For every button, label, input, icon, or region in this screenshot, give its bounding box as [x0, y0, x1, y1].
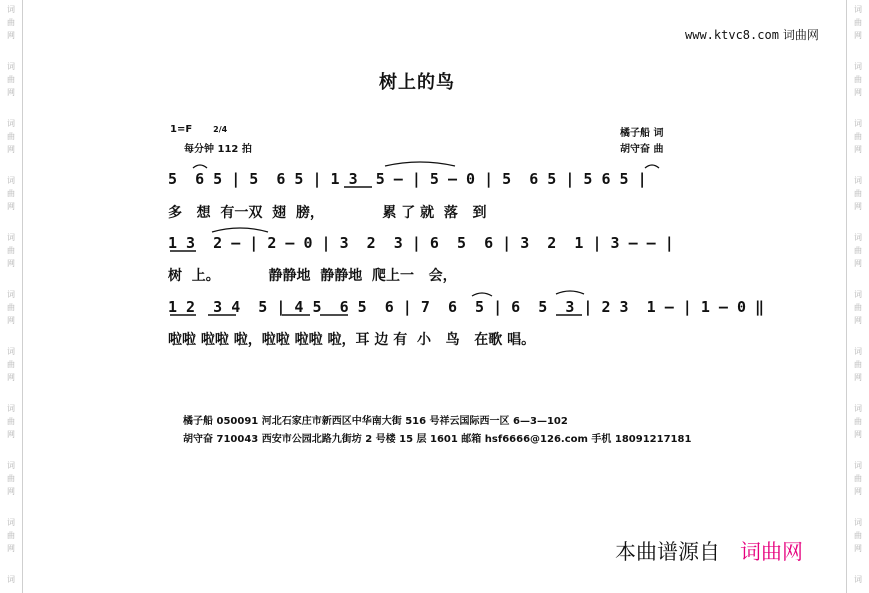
notation-line-1: 5 6 5 | 5 6 5 | 1 3 5 — | 5 — 0 | 5 6 5 | 5 6 5 | — [168, 170, 647, 188]
margin-watermark-char: 曲 — [7, 132, 15, 141]
margin-watermark-char: 网 — [7, 145, 15, 154]
margin-watermark-char: 词 — [7, 62, 15, 71]
margin-watermark-char: 网 — [854, 88, 862, 97]
slur-mark — [385, 162, 455, 166]
margin-watermark-char: 词 — [7, 5, 15, 14]
margin-watermark-char: 网 — [7, 31, 15, 40]
margin-watermark-char: 词 — [854, 233, 862, 242]
margin-watermark-char: 曲 — [854, 18, 862, 27]
margin-watermark-char: 网 — [7, 373, 15, 382]
slur-mark — [472, 293, 492, 296]
lyrics-line-2: 树 上。 静静地 静静地 爬上一 会， — [168, 268, 457, 284]
margin-watermark-char: 曲 — [854, 75, 862, 84]
margin-watermark-char: 网 — [854, 145, 862, 154]
slur-mark — [212, 228, 268, 232]
composer-credit: 胡守奋 曲 — [620, 144, 664, 155]
margin-watermark-char: 词 — [7, 518, 15, 527]
margin-watermark-char: 网 — [7, 544, 15, 553]
lyrics-line-3: 啦啦 啦啦 啦，啦啦 啦啦 啦，耳 边 有 小 鸟 在歌 唱。 — [168, 332, 536, 348]
margin-watermark-char: 曲 — [854, 246, 862, 255]
margin-watermark-char: 网 — [7, 259, 15, 268]
margin-watermark-char: 曲 — [854, 531, 862, 540]
source-prefix: 本曲谱源自 — [615, 540, 720, 564]
margin-watermark-char: 曲 — [7, 417, 15, 426]
lyricist-contact: 橘子船 050091 河北石家庄市新西区中华南大街 516 号祥云国际西一区 6—3—102 — [183, 416, 568, 427]
margin-watermark-char: 曲 — [854, 474, 862, 483]
margin-watermark-char: 词 — [7, 119, 15, 128]
lyrics-line-1: 多 想 有一双 翅 膀， 累 了 就 落 到 — [168, 205, 487, 221]
margin-watermark-char: 词 — [854, 176, 862, 185]
margin-watermark-char: 网 — [854, 31, 862, 40]
margin-watermark-char: 曲 — [7, 75, 15, 84]
margin-watermark-char: 曲 — [854, 417, 862, 426]
margin-watermark-char: 词 — [7, 290, 15, 299]
margin-watermark-char: 词 — [854, 347, 862, 356]
margin-watermark-char: 网 — [854, 373, 862, 382]
margin-watermark-char: 网 — [7, 316, 15, 325]
key-signature — [170, 124, 227, 135]
notation-line-3: 1 2 3 4 5 | 4 5 6 5 6 | 7 6 5 | 6 5 3 | 2 3 1 — | 1 — 0 ‖ — [168, 298, 765, 316]
margin-watermark-char: 词 — [7, 347, 15, 356]
left-margin-strip — [0, 0, 23, 593]
margin-watermark-char: 词 — [854, 290, 862, 299]
margin-watermark-char: 词 — [854, 518, 862, 527]
notation-line-2: 1 3 2 — | 2 — 0 | 3 2 3 | 6 5 6 | 3 2 1 | 3 — — | — [168, 234, 674, 252]
margin-watermark-char: 词 — [854, 62, 862, 71]
margin-watermark-char: 词 — [7, 404, 15, 413]
margin-watermark-char: 网 — [854, 544, 862, 553]
margin-watermark-char: 曲 — [7, 189, 15, 198]
margin-watermark-char: 词 — [7, 575, 15, 584]
margin-watermark-char: 词 — [854, 404, 862, 413]
margin-watermark-char: 网 — [7, 202, 15, 211]
margin-watermark-char: 曲 — [854, 132, 862, 141]
margin-watermark-char: 曲 — [854, 303, 862, 312]
composer-contact: 胡守奋 710043 西安市公园北路九街坊 2 号楼 15 层 1601 邮箱 hsf6666@126.com 手机 18091217181 — [183, 434, 692, 445]
margin-watermark-char: 网 — [7, 487, 15, 496]
margin-watermark-char: 曲 — [854, 189, 862, 198]
source-brand-link[interactable]: 词曲网 — [740, 540, 803, 564]
slur-mark — [193, 165, 207, 168]
slur-mark — [556, 291, 584, 294]
margin-watermark-char: 网 — [854, 430, 862, 439]
margin-watermark-char: 词 — [854, 119, 862, 128]
margin-watermark-char: 曲 — [7, 360, 15, 369]
margin-watermark-char: 词 — [854, 575, 862, 584]
margin-watermark-char: 曲 — [7, 531, 15, 540]
song-title: 树上的鸟 — [379, 72, 455, 93]
margin-watermark-char: 网 — [7, 88, 15, 97]
margin-watermark-char: 曲 — [854, 360, 862, 369]
source-note — [615, 536, 803, 566]
margin-watermark-char: 词 — [854, 461, 862, 470]
margin-watermark-char: 曲 — [7, 18, 15, 27]
margin-watermark-char: 曲 — [7, 474, 15, 483]
margin-watermark-char: 网 — [7, 430, 15, 439]
time-signature: 2/4 — [213, 125, 228, 134]
site-header[interactable] — [685, 26, 819, 43]
tempo: 每分钟 112 拍 — [184, 144, 252, 155]
slur-mark — [645, 165, 659, 168]
key-signature-text: 1=F — [170, 124, 193, 135]
margin-watermark-char: 词 — [7, 233, 15, 242]
site-url[interactable]: www.ktvc8.com — [685, 28, 779, 42]
margin-watermark-char: 词 — [854, 5, 862, 14]
right-margin-strip — [846, 0, 869, 593]
margin-watermark-char: 词 — [7, 176, 15, 185]
margin-watermark-char: 网 — [854, 202, 862, 211]
margin-watermark-char: 曲 — [7, 246, 15, 255]
margin-watermark-char: 曲 — [7, 303, 15, 312]
margin-watermark-char: 网 — [854, 316, 862, 325]
margin-watermark-char: 词 — [7, 461, 15, 470]
site-name: 词曲网 — [782, 28, 819, 42]
lyricist-credit: 橘子船 词 — [620, 128, 664, 139]
margin-watermark-char: 网 — [854, 259, 862, 268]
margin-watermark-char: 网 — [854, 487, 862, 496]
